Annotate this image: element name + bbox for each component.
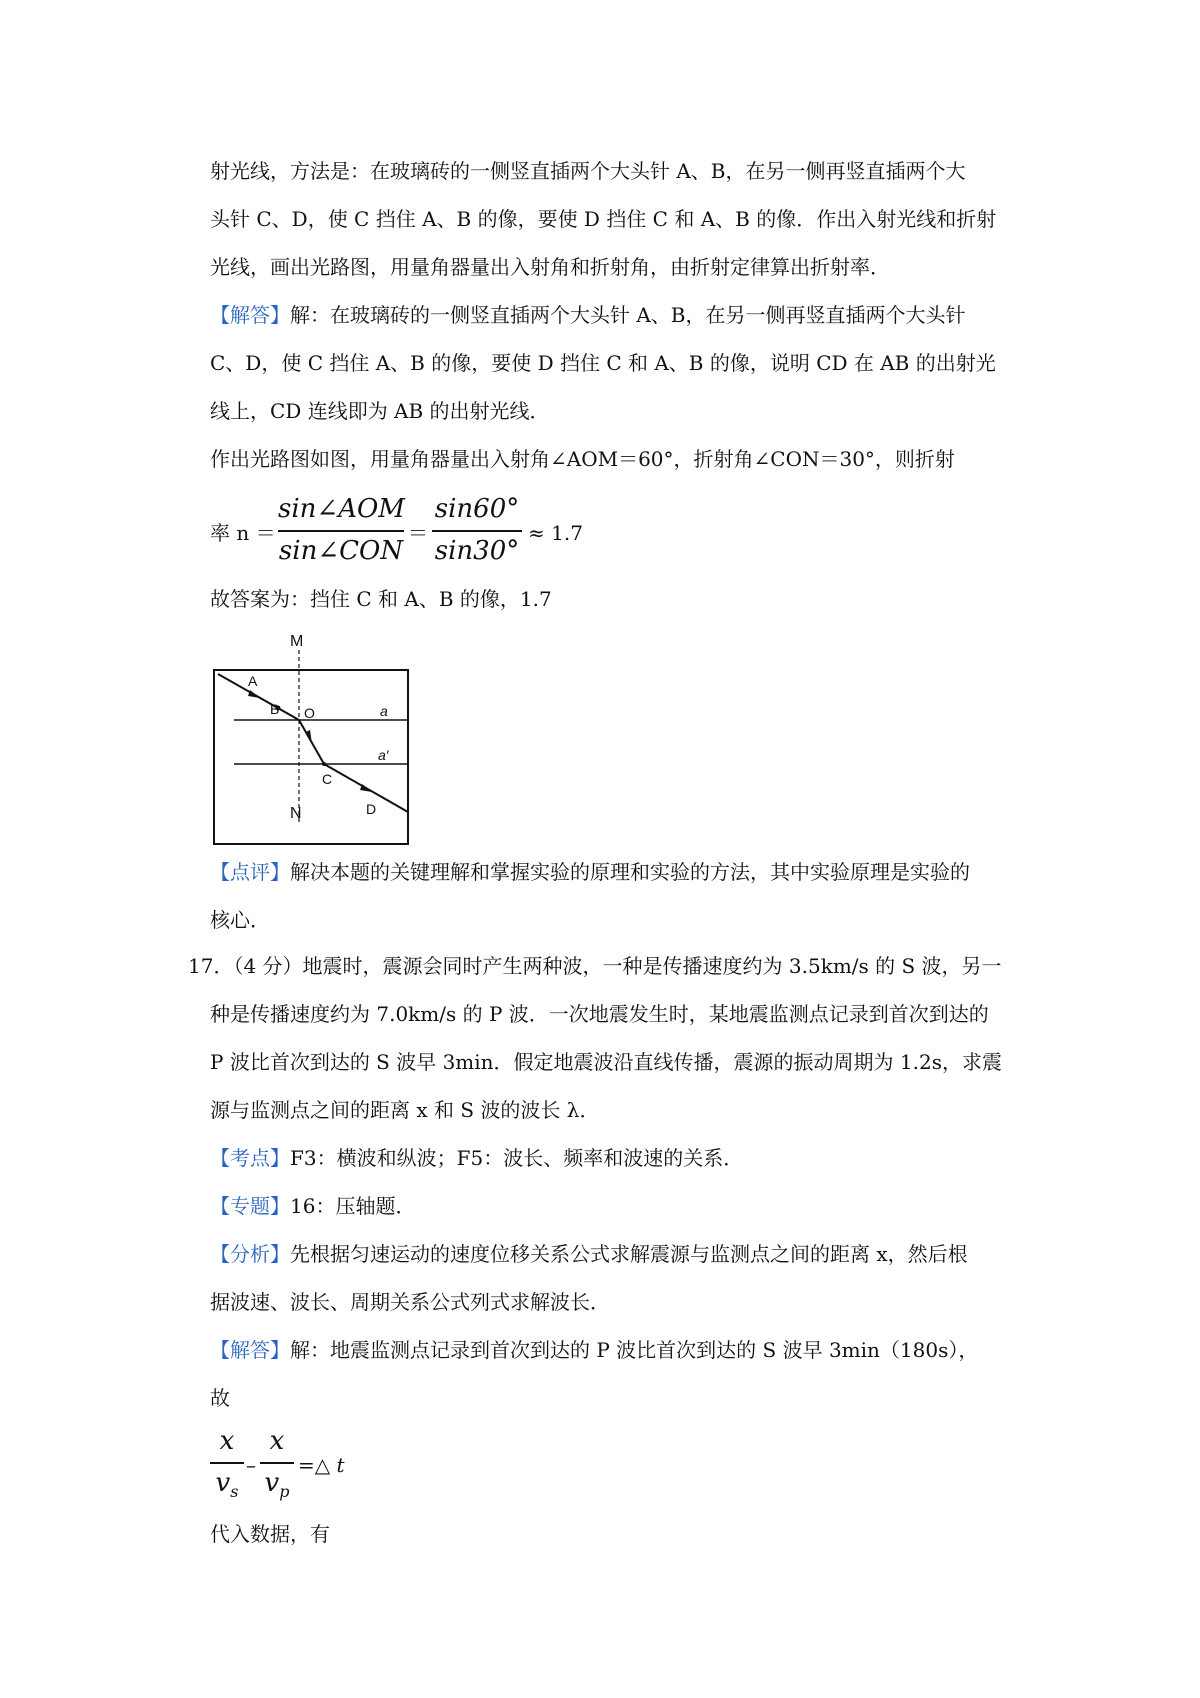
text-line: 光线，画出光路图，用量角器量出入射角和折射角，由折射定律算出折射率． bbox=[210, 255, 890, 279]
text-line: 线上，CD 连线即为 AB 的出射光线． bbox=[210, 399, 550, 423]
time-difference-formula bbox=[210, 1424, 410, 1504]
fraction-bar bbox=[210, 1462, 244, 1464]
text-line: 射光线，方法是：在玻璃砖的一侧竖直插两个大头针 A、B，在另一侧再竖直插两个大 bbox=[210, 159, 966, 183]
fraction-bar bbox=[278, 530, 404, 532]
subscript-p: p bbox=[279, 1482, 290, 1502]
fraction-aom-con bbox=[278, 492, 404, 572]
figure-svg bbox=[212, 628, 422, 846]
section-tag-topic: 【考点】 bbox=[210, 1146, 290, 1170]
text-line: 种是传播速度约为 7.0km/s 的 P 波．一次地震发生时，某地震监测点记录到首次到达的 bbox=[210, 1002, 989, 1026]
denominator bbox=[210, 1468, 244, 1507]
formula-result: ≈ 1.7 bbox=[528, 521, 583, 545]
label-interface-a: a bbox=[380, 703, 388, 719]
fraction-bar bbox=[432, 530, 522, 532]
label-n: N bbox=[290, 805, 302, 822]
label-o: O bbox=[304, 705, 315, 721]
text-span: 解决本题的关键理解和掌握实验的原理和实验的方法，其中实验原理是实验的 bbox=[290, 860, 970, 884]
refraction-formula bbox=[210, 492, 590, 572]
solution-line bbox=[210, 1336, 1030, 1364]
numerator: sin60° bbox=[434, 494, 520, 524]
section-tag-special: 【专题】 bbox=[210, 1194, 290, 1218]
denominator: sin30° bbox=[434, 536, 520, 566]
denominator: sin∠CON bbox=[278, 536, 404, 566]
label-c-pin: C bbox=[322, 771, 333, 787]
denominator bbox=[260, 1468, 294, 1507]
text-line: 核心． bbox=[210, 908, 270, 932]
text-line: P 波比首次到达的 S 波早 3min．假定地震波沿直线传播，震源的振动周期为 1.2s，求震 bbox=[210, 1050, 1002, 1074]
text-line: 据波速、波长、周期关系公式列式求解波长． bbox=[210, 1290, 610, 1314]
fraction-sin60-sin30 bbox=[432, 492, 522, 572]
comment-line bbox=[210, 858, 1030, 886]
text-line: C、D，使 C 挡住 A、B 的像，要使 D 挡住 C 和 A、B 的像，说明 CD 在 AB 的出射光 bbox=[210, 351, 996, 375]
fraction-x-vp bbox=[260, 1424, 294, 1504]
analysis-line bbox=[210, 1240, 1030, 1268]
text-line: 源与监测点之间的距离 x 和 S 波的波长 λ． bbox=[210, 1098, 600, 1122]
numerator: x bbox=[219, 1426, 235, 1456]
text-line: 代入数据，有 bbox=[210, 1522, 330, 1546]
text-span: F3：横波和纵波；F5：波长、频率和波速的关系． bbox=[290, 1146, 744, 1170]
pin-c-dot bbox=[322, 762, 326, 766]
text-span: 先根据匀速运动的速度位移关系公式求解震源与监测点之间的距离 x，然后根 bbox=[290, 1242, 968, 1266]
fraction-x-vs bbox=[210, 1424, 244, 1504]
label-m: M bbox=[290, 633, 304, 650]
arrow-icon bbox=[248, 690, 260, 698]
glass-brick-light-path-figure bbox=[212, 628, 422, 846]
minus-sign: – bbox=[246, 1453, 256, 1477]
text-line: 作出光路图如图，用量角器量出入射角∠AOM＝60°，折射角∠CON＝30°，则折射 bbox=[210, 447, 955, 471]
equals-sign: ＝ bbox=[408, 521, 428, 545]
arrow-icon bbox=[306, 730, 312, 744]
symbol-v: v bbox=[264, 1468, 280, 1498]
formula-rhs: =△ t bbox=[298, 1453, 345, 1477]
numerator: x bbox=[269, 1426, 285, 1456]
numerator: sin∠AOM bbox=[278, 494, 405, 524]
section-tag-solution: 【解答】 bbox=[210, 1338, 290, 1362]
symbol-v: v bbox=[215, 1468, 231, 1498]
label-b-pin: B bbox=[270, 701, 280, 717]
special-line bbox=[210, 1192, 1030, 1220]
text-span: 16：压轴题． bbox=[290, 1194, 416, 1218]
section-tag-analysis: 【分析】 bbox=[210, 1242, 290, 1266]
subscript-s: s bbox=[230, 1482, 239, 1502]
text-line: 故答案为：挡住 C 和 A、B 的像，1.7 bbox=[210, 587, 552, 611]
text-span: 解：在玻璃砖的一侧竖直插两个大头针 A、B，在另一侧再竖直插两个大头针 bbox=[290, 303, 966, 327]
text-line: 故 bbox=[210, 1386, 230, 1410]
solution-line bbox=[210, 301, 1030, 329]
formula-prefix: 率 n ＝ bbox=[210, 521, 276, 545]
question-17-line: 17．（4 分）地震时，震源会同时产生两种波，一种是传播速度约为 3.5km/s 的 S 波，另一 bbox=[188, 954, 1002, 978]
label-a-pin: A bbox=[248, 673, 258, 689]
label-d-pin: D bbox=[366, 801, 377, 817]
topic-line bbox=[210, 1144, 1030, 1172]
text-line: 头针 C、D，使 C 挡住 A、B 的像，要使 D 挡住 C 和 A、B 的像．作出入射光线和折射 bbox=[210, 207, 997, 231]
fraction-bar bbox=[260, 1462, 294, 1464]
section-tag-comment: 【点评】 bbox=[210, 860, 290, 884]
label-interface-a-prime: a′ bbox=[378, 747, 389, 763]
section-tag-solution: 【解答】 bbox=[210, 303, 290, 327]
text-span: 解：地震监测点记录到首次到达的 P 波比首次到达的 S 波早 3min（180s）， bbox=[290, 1338, 979, 1362]
arrow-icon bbox=[360, 784, 372, 792]
